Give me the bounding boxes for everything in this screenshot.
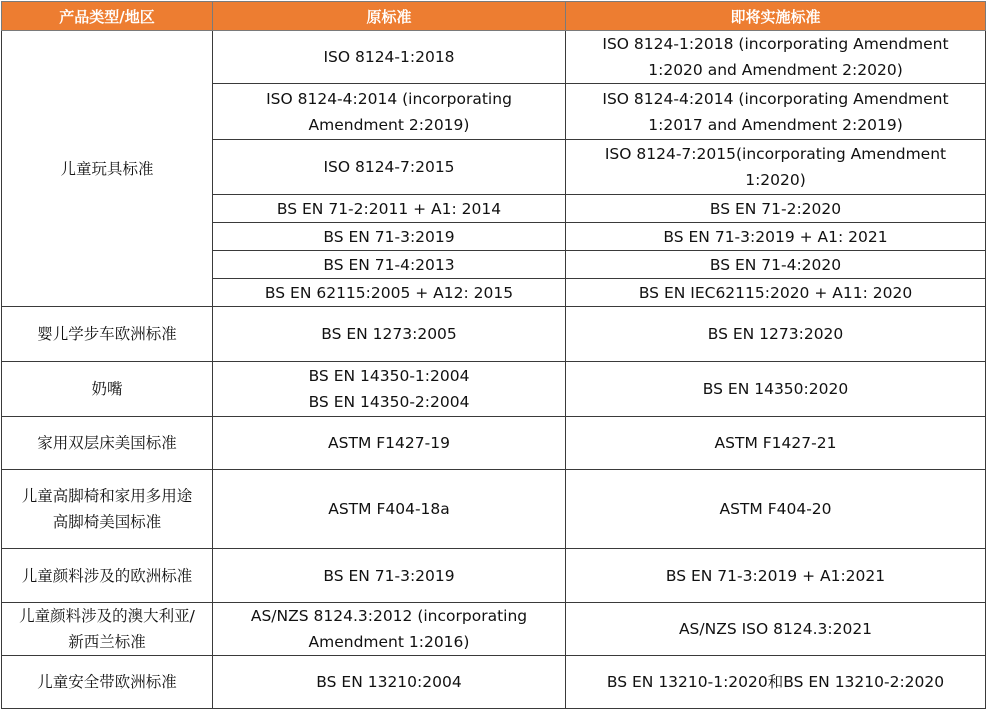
new-standard-cell [566, 470, 986, 549]
table-row [2, 549, 986, 603]
cell-text-line: BS EN 13210-1:2020和BS EN 13210-2:2020 [606, 673, 945, 691]
new-standard-cell [566, 223, 986, 251]
category-cell [2, 362, 213, 417]
cell-text-line: BS EN 14350-1:2004 [308, 367, 470, 385]
cell-text-line: 家用双层床美国标准 [37, 434, 177, 452]
original-standard-cell [213, 362, 566, 417]
cell-text-line: ASTM F1427-19 [328, 434, 450, 452]
new-standard-cell [566, 362, 986, 417]
cell-text-line: BS EN 14350:2020 [702, 380, 849, 398]
cell-text-line: BS EN 71-4:2013 [323, 255, 455, 274]
cell-text-line: BS EN 1273:2005 [321, 325, 457, 343]
cell-text-line: BS EN 71-4:2020 [709, 255, 842, 274]
category-cell [2, 549, 213, 603]
cell-text-line: 1:2020 and Amendment 2:2020) [648, 61, 903, 79]
original-standard-cell [213, 417, 566, 470]
original-standard-cell [213, 223, 566, 251]
new-standard-cell [566, 251, 986, 279]
original-standard-cell [213, 84, 566, 140]
cell-text-line: ASTM F404-18a [328, 500, 450, 518]
cell-text-line: ISO 8124-7:2015(incorporating Amendment [604, 145, 947, 163]
cell-text-line: ASTM F1427-21 [714, 434, 837, 452]
original-standard-cell [213, 279, 566, 307]
cell-text-line: BS EN 71-3:2019 + A1: 2021 [663, 227, 888, 246]
original-standard-cell [213, 549, 566, 603]
cell-text-line: ISO 8124-7:2015 [323, 158, 455, 176]
cell-text-line: 儿童高脚椅和家用多用途 [21, 487, 193, 505]
category-cell [2, 31, 213, 307]
cell-text-line: Amendment 1:2016) [308, 633, 470, 651]
category-cell [2, 603, 213, 656]
original-standard-cell [213, 656, 566, 709]
header-category: 产品类型/地区 [2, 2, 213, 31]
new-standard-cell [566, 656, 986, 709]
table-row [2, 417, 986, 470]
original-standard-cell [213, 140, 566, 195]
cell-text-line: BS EN 13210:2004 [316, 673, 462, 691]
cell-text-line: 儿童颜料涉及的欧洲标准 [21, 566, 193, 585]
cell-text-line: BS EN 71-3:2019 + A1:2021 [665, 566, 886, 585]
original-standard-cell [213, 251, 566, 279]
category-cell [2, 470, 213, 549]
original-standard-cell [213, 307, 566, 362]
table-body [2, 31, 986, 709]
new-standard-cell [566, 31, 986, 84]
cell-text-line: 奶嘴 [91, 380, 123, 398]
cell-text-line: ISO 8124-4:2014 (incorporating Amendment [602, 89, 949, 108]
cell-text-line: 儿童玩具标准 [60, 159, 154, 178]
cell-text-line: 婴儿学步车欧洲标准 [37, 325, 177, 343]
cell-text-line: BS EN 14350-2:2004 [308, 393, 470, 411]
header-original-standard: 原标准 [213, 2, 566, 31]
standards-table [1, 1, 986, 709]
cell-text-line: BS EN 71-3:2019 [323, 227, 455, 246]
cell-text-line: BS EN 71-3:2019 [323, 566, 455, 585]
table-row [2, 603, 986, 656]
cell-text-line: 1:2020) [745, 171, 806, 189]
cell-text-line: ISO 8124-1:2018 [323, 48, 455, 66]
new-standard-cell [566, 195, 986, 223]
cell-text-line: Amendment 2:2019) [308, 115, 470, 134]
cell-text-line: AS/NZS ISO 8124.3:2021 [678, 620, 873, 638]
category-cell [2, 656, 213, 709]
new-standard-cell [566, 140, 986, 195]
cell-text-line: AS/NZS 8124.3:2012 (incorporating [250, 607, 528, 625]
new-standard-cell [566, 279, 986, 307]
new-standard-cell [566, 84, 986, 140]
cell-text-line: BS EN 1273:2020 [707, 325, 844, 343]
original-standard-cell [213, 195, 566, 223]
cell-text-line: 儿童颜料涉及的澳大利亚/ [19, 607, 195, 625]
new-standard-cell [566, 307, 986, 362]
table-row [2, 31, 986, 84]
original-standard-cell [213, 470, 566, 549]
cell-text-line: 1:2017 and Amendment 2:2019) [648, 115, 903, 134]
category-cell [2, 307, 213, 362]
original-standard-cell [213, 31, 566, 84]
new-standard-cell [566, 603, 986, 656]
cell-text-line: ASTM F404-20 [719, 500, 832, 518]
cell-text-line: 儿童安全带欧洲标准 [37, 673, 177, 691]
cell-text-line: 新西兰标准 [68, 633, 146, 651]
cell-text-line: BS EN 71-2:2020 [709, 199, 842, 218]
cell-text-line: ISO 8124-4:2014 (incorporating [266, 89, 512, 108]
cell-text-line: BS EN IEC62115:2020 + A11: 2020 [638, 283, 913, 302]
cell-text-line: BS EN 71-2:2011 + A1: 2014 [276, 199, 502, 218]
table-row [2, 656, 986, 709]
cell-text-line: 高脚椅美国标准 [52, 513, 162, 531]
header-new-standard: 即将实施标准 [566, 2, 986, 31]
table-row [2, 362, 986, 417]
header-row [2, 2, 986, 31]
category-cell [2, 417, 213, 470]
cell-text-line: BS EN 62115:2005 + A12: 2015 [264, 283, 514, 302]
new-standard-cell [566, 417, 986, 470]
original-standard-cell [213, 603, 566, 656]
cell-text-line: ISO 8124-1:2018 (incorporating Amendment [602, 35, 949, 53]
table-row [2, 470, 986, 549]
table-row [2, 307, 986, 362]
new-standard-cell [566, 549, 986, 603]
